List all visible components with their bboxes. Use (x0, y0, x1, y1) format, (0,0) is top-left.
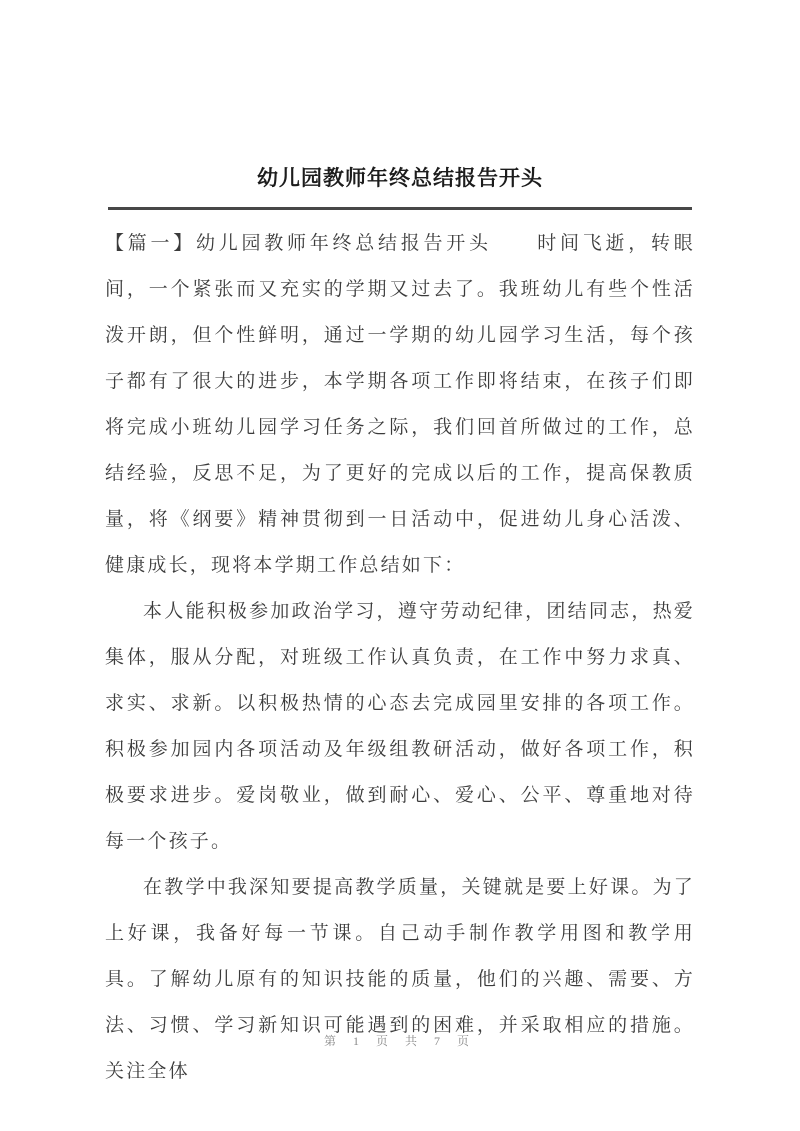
title-divider (108, 207, 692, 210)
document-body (105, 221, 695, 1095)
paragraph-3: 在教学中我深知要提高教学质量，关键就是要上好课。为了上好课，我备好每一节课。自己动手制作教学用图和教学用具。了解幼儿原有的知识技能的质量，他们的兴趣、需要、方法、习惯、学习新知识可能遇到的困难，并采取相应的措施。关注全体 (105, 877, 695, 1082)
paragraph-1: 【篇一】幼儿园教师年终总结报告开头 时间飞逝，转眼间，一个紧张而又充实的学期又过去了。我班幼儿有些个性活泼开朗，但个性鲜明，通过一学期的幼儿园学习生活，每个孩子都有了很大的进步，本学期各项工作即将结束，在孩子们即将完成小班幼儿园学习任务之际，我们回首所做过的工作，总结经验，反思不足，为了更好的完成以后的工作，提高保教质量，将《纲要》精神贯彻到一日活动中，促进幼儿身心活泼、健康成长，现将本学期工作总结如下： (105, 233, 695, 576)
paragraph-2: 本人能积极参加政治学习，遵守劳动纪律，团结同志，热爱集体，服从分配，对班级工作认真负责，在工作中努力求真、求实、求新。以积极热情的心态去完成园里安排的各项工作。积极参加园内各项活动及年级组教研活动，做好各项工作，积极要求进步。爱岗敬业，做到耐心、爱心、公平、尊重地对待每一个孩子。 (105, 601, 695, 852)
document-title: 幼儿园教师年终总结报告开头 (257, 166, 543, 190)
page-number-footer: 第 1 页 共 7 页 (323, 1034, 476, 1048)
